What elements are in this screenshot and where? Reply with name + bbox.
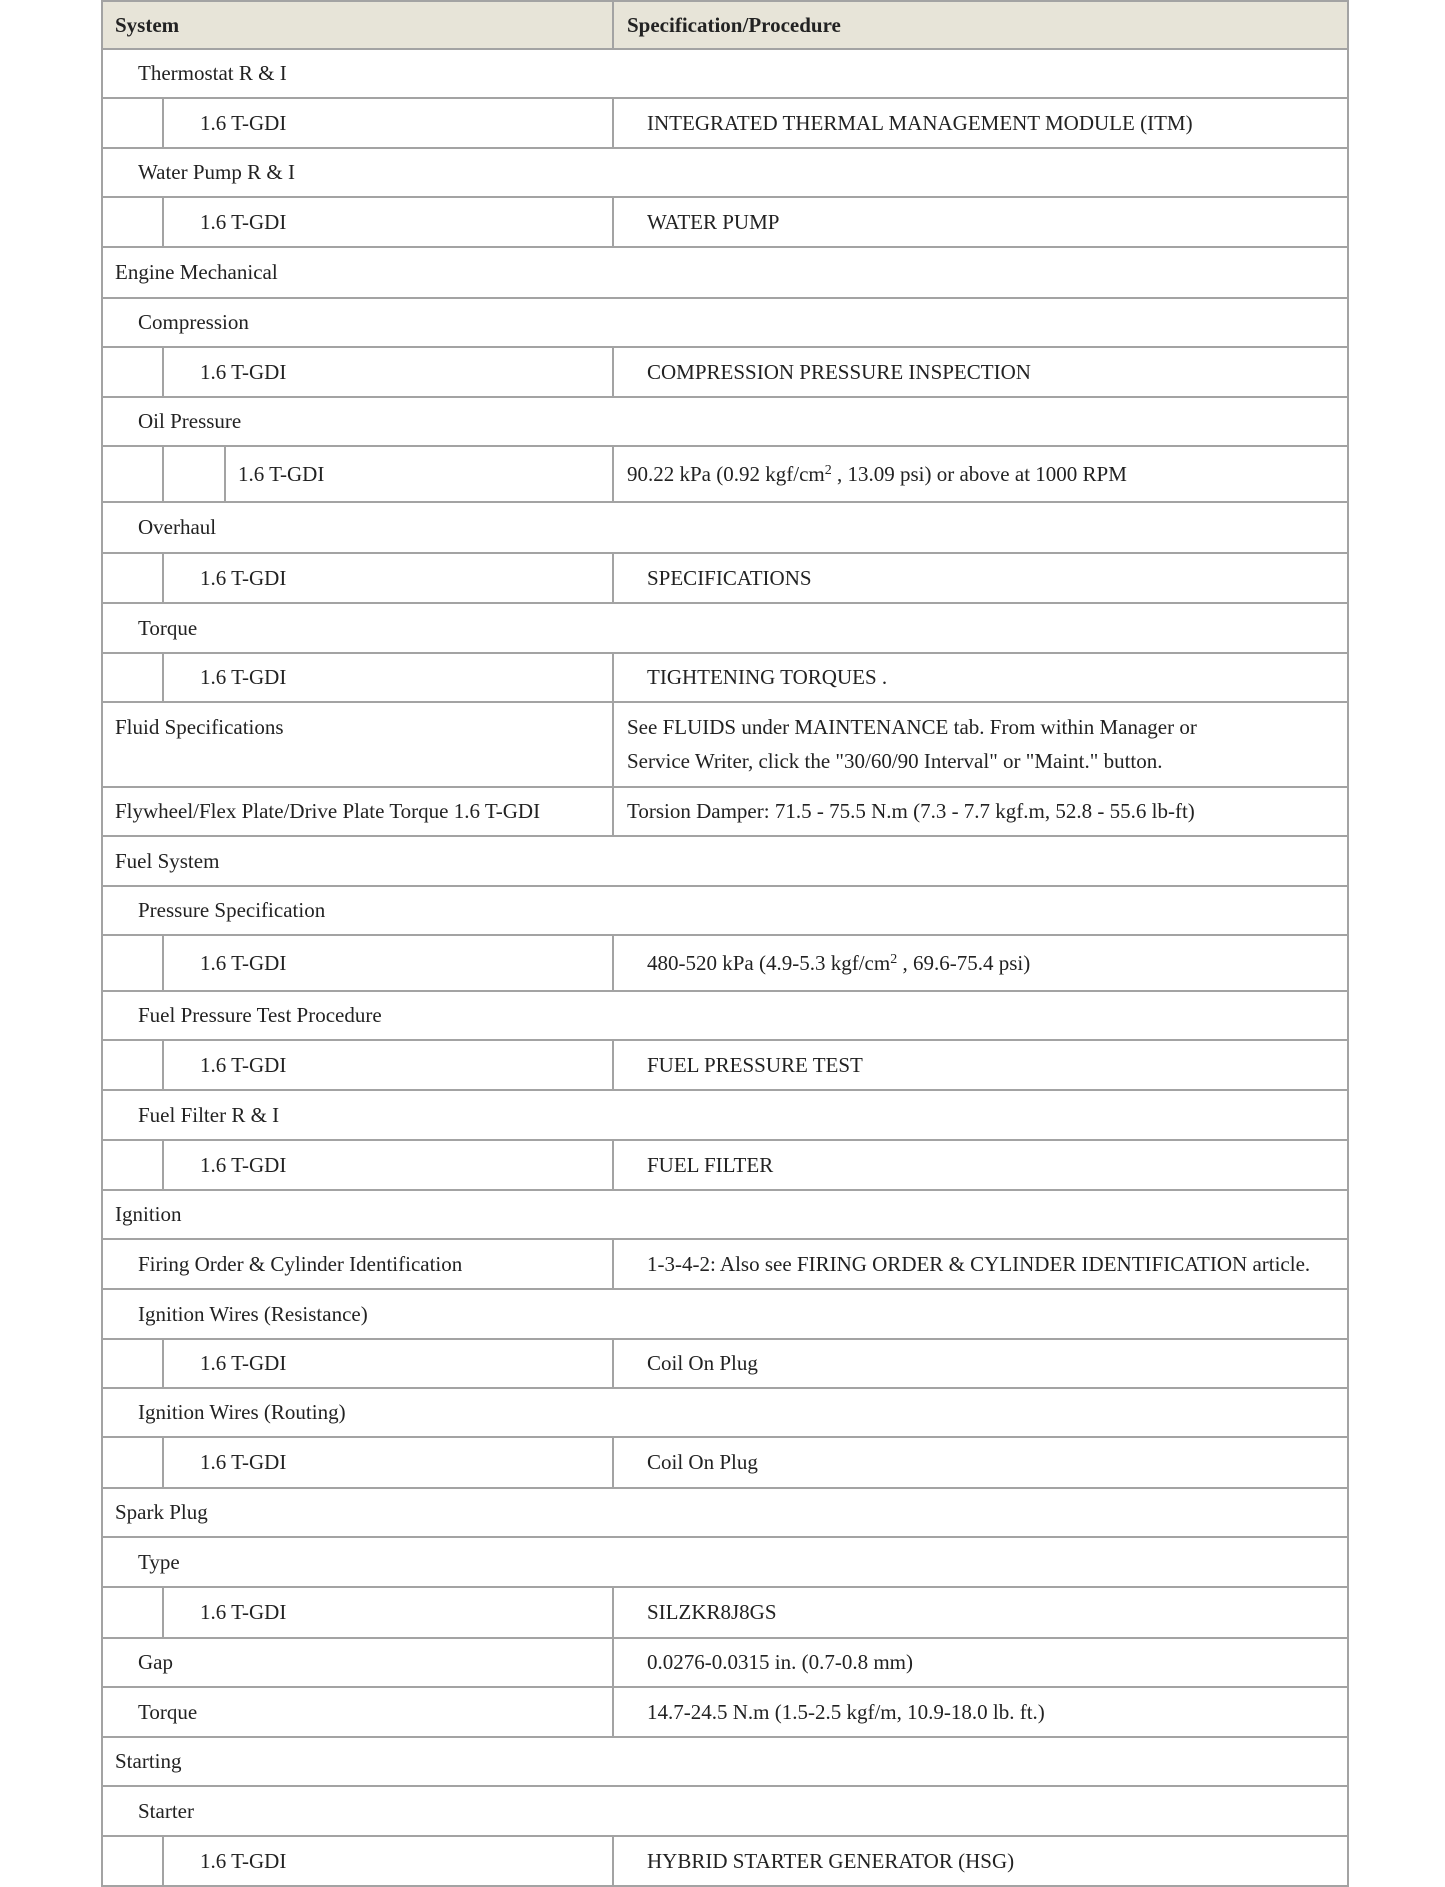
table-row (101, 99, 1349, 149)
group-label: Pressure Specification (138, 898, 326, 922)
row-label: Flywheel/Flex Plate/Drive Plate Torque 1.6 T-GDI (115, 799, 541, 823)
spec-value: FUEL FILTER (647, 1152, 774, 1177)
spec-value-text: 90.22 kPa (0.92 kgf/cm (627, 461, 825, 486)
group-label: Starting (115, 1749, 182, 1773)
group-row (101, 837, 1349, 887)
table-row (101, 1240, 1349, 1290)
group-row (101, 1191, 1349, 1240)
row-label: Fluid Specifications (115, 715, 284, 739)
row-label: Torque (138, 1699, 198, 1724)
group-row (101, 992, 1349, 1041)
spec-value: COMPRESSION PRESSURE INSPECTION (647, 359, 1031, 384)
superscript: 2 (890, 952, 898, 967)
row-label: 1.6 T-GDI (200, 665, 287, 689)
table-row (101, 348, 1349, 398)
superscript: 2 (824, 463, 832, 478)
row-label: 1.6 T-GDI (200, 359, 287, 384)
spec-value: HYBRID STARTER GENERATOR (HSG) (647, 1848, 1015, 1873)
table-row (101, 198, 1349, 248)
group-row (101, 1738, 1349, 1787)
spec-value: FUEL PRESSURE TEST (647, 1052, 863, 1077)
table-row (101, 1837, 1349, 1887)
group-row (101, 1389, 1349, 1438)
group-label: Compression (138, 310, 249, 334)
group-row (101, 299, 1349, 348)
spec-value-text: 480-520 kPa (4.9-5.3 kgf/cm (647, 950, 891, 975)
table-row (101, 788, 1349, 837)
spec-value (647, 936, 1030, 990)
group-label: Ignition Wires (Resistance) (138, 1301, 368, 1326)
group-label: Overhaul (138, 515, 217, 539)
table-header (101, 0, 1349, 50)
table-row (101, 1041, 1349, 1091)
group-row (101, 1091, 1349, 1141)
group-label: Fuel Pressure Test Procedure (138, 1003, 382, 1027)
spec-table (101, 0, 1349, 1887)
spec-value (627, 447, 1127, 501)
spec-value: INTEGRATED THERMAL MANAGEMENT MODULE (ITM) (647, 110, 1193, 135)
group-row (101, 398, 1349, 447)
spec-value: SILZKR8J8GS (647, 1600, 777, 1624)
group-row (101, 149, 1349, 198)
table-row (101, 1639, 1349, 1688)
table-row (101, 654, 1349, 703)
group-label: Ignition (115, 1202, 182, 1226)
table-row (101, 1141, 1349, 1191)
table-row (101, 1688, 1349, 1738)
row-label: 1.6 T-GDI (200, 209, 287, 234)
group-label: Thermostat R & I (138, 61, 287, 85)
row-label: Firing Order & Cylinder Identification (138, 1251, 463, 1276)
group-label: Type (138, 1549, 180, 1574)
group-label: Fuel Filter R & I (138, 1102, 280, 1127)
spec-value: Coil On Plug (647, 1450, 758, 1474)
group-label: Torque (138, 615, 198, 640)
group-row (101, 503, 1349, 554)
spec-value: 0.0276-0.0315 in. (0.7-0.8 mm) (647, 1650, 913, 1674)
spec-value: See FLUIDS under MAINTENANCE tab. From within Manager or Service Writer, click the "30/60/90 Interval" or "Maint." button. (627, 715, 1197, 773)
table-row (101, 936, 1349, 992)
group-row (101, 1787, 1349, 1837)
row-label: 1.6 T-GDI (200, 1152, 287, 1177)
row-label: 1.6 T-GDI (200, 1351, 287, 1375)
table-row (101, 703, 1349, 788)
table-row (101, 554, 1349, 604)
row-label: 1.6 T-GDI (200, 1052, 287, 1077)
table-row (101, 447, 1349, 503)
column-header-spec: Specification/Procedure (627, 12, 841, 37)
group-row (101, 1538, 1349, 1588)
group-label: Engine Mechanical (115, 260, 278, 284)
group-row (101, 1290, 1349, 1340)
group-label: Oil Pressure (138, 409, 242, 433)
group-row (101, 887, 1349, 936)
spec-value: Torsion Damper: 71.5 - 75.5 N.m (7.3 - 7.7 kgf.m, 52.8 - 55.6 lb-ft) (627, 799, 1195, 823)
group-row (101, 604, 1349, 654)
group-label: Starter (138, 1798, 194, 1823)
row-label: 1.6 T-GDI (200, 1848, 287, 1873)
row-label: 1.6 T-GDI (200, 1450, 287, 1474)
spec-value: WATER PUMP (647, 209, 780, 234)
row-label: 1.6 T-GDI (238, 461, 325, 486)
group-row (101, 248, 1349, 299)
spec-value: TIGHTENING TORQUES . (647, 665, 888, 689)
spec-value: SPECIFICATIONS (647, 565, 812, 590)
row-label: Gap (138, 1650, 173, 1674)
spec-value: Coil On Plug (647, 1351, 758, 1375)
row-label: 1.6 T-GDI (200, 110, 287, 135)
spec-value-text: , 69.6-75.4 psi) (897, 950, 1031, 975)
group-row (101, 1489, 1349, 1538)
spec-value-text: , 13.09 psi) or above at 1000 RPM (831, 461, 1127, 486)
column-header-system: System (115, 12, 180, 37)
group-row (101, 50, 1349, 99)
spec-value: 1-3-4-2: Also see FIRING ORDER & CYLINDER IDENTIFICATION article. (647, 1251, 1311, 1276)
group-label: Spark Plug (115, 1500, 208, 1524)
spec-value: 14.7-24.5 N.m (1.5-2.5 kgf/m, 10.9-18.0 lb. ft.) (647, 1699, 1045, 1724)
group-label: Water Pump R & I (138, 160, 295, 184)
row-label: 1.6 T-GDI (200, 950, 287, 975)
row-label: 1.6 T-GDI (200, 1600, 287, 1624)
group-label: Ignition Wires (Routing) (138, 1400, 346, 1424)
row-label: 1.6 T-GDI (200, 565, 287, 590)
table-row (101, 1588, 1349, 1639)
table-row (101, 1438, 1349, 1489)
table-row (101, 1340, 1349, 1389)
group-label: Fuel System (115, 848, 220, 873)
